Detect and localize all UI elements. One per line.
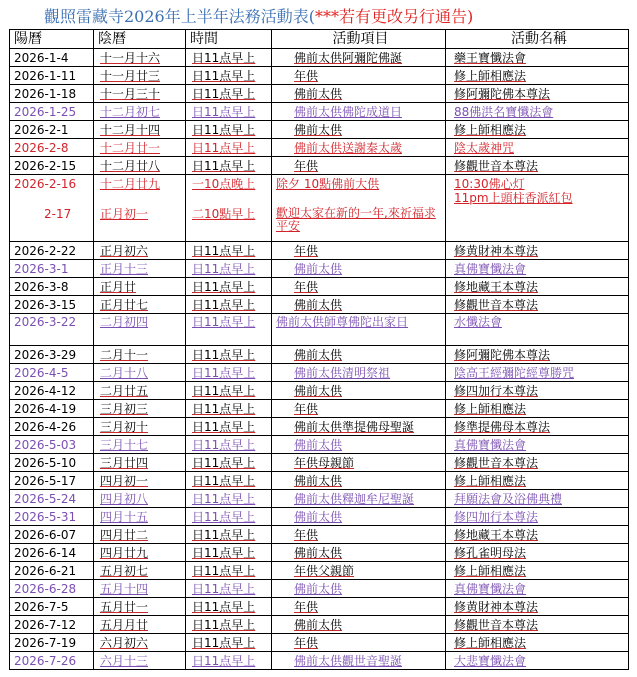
cell-date: 2026-4-19 — [10, 400, 94, 418]
cell-name: 修觀世音本尊法 — [446, 157, 629, 175]
cell-name: 水懺法會 — [446, 314, 629, 346]
cell-lunar: 十一月三十 — [94, 85, 186, 103]
cell-time: 日11点早上 — [186, 67, 272, 85]
cell-name: 修黄財神本尊法 — [446, 242, 629, 260]
cell-date: 2026-7-5 — [10, 598, 94, 616]
cell-date — [10, 175, 94, 242]
table-row — [10, 436, 629, 454]
cell-lunar: 正月十三 — [94, 260, 186, 278]
cell-time: 日11点早上 — [186, 598, 272, 616]
cell-lunar: 四月初八 — [94, 490, 186, 508]
cell-lunar: 三月初十 — [94, 418, 186, 436]
cell-name: 修上師相應法 — [446, 634, 629, 652]
cell-time: 日11点早上 — [186, 242, 272, 260]
cell-time-line2: 二10點早上 — [192, 207, 256, 221]
table-row — [10, 400, 629, 418]
cell-lunar — [94, 175, 186, 242]
cell-date: 2026-4-26 — [10, 418, 94, 436]
cell-event-line1: 除夕 10點佛前大供 — [276, 177, 380, 191]
cell-name: 陰高王經彌陀經尊勝咒 — [446, 364, 629, 382]
cell-date: 2026-4-5 — [10, 364, 94, 382]
cell-date: 2026-6-14 — [10, 544, 94, 562]
table-row — [10, 314, 629, 346]
cell-lunar: 六月十三 — [94, 652, 186, 670]
cell-name: 修觀世音本尊法 — [446, 296, 629, 314]
cell-lunar: 五月廿一 — [94, 598, 186, 616]
cell-name: 修觀世音本尊法 — [446, 616, 629, 634]
title-main: 觀照雷藏寺2026年上半年法務活動表( — [44, 7, 315, 26]
cell-event: 佛前太供佛陀成道日 — [272, 103, 446, 121]
cell-name: 修四加行本尊法 — [446, 382, 629, 400]
cell-time: 日11点早上 — [186, 544, 272, 562]
cell-time: 日11点早上 — [186, 314, 272, 346]
cell-event: 佛前太供清明祭祖 — [272, 364, 446, 382]
cell-lunar: 正月廿七 — [94, 296, 186, 314]
cell-lunar: 二月初四 — [94, 314, 186, 346]
cell-name: 修上師相應法 — [446, 472, 629, 490]
cell-event: 佛前太供阿彌陀佛誕 — [272, 49, 446, 67]
table-row — [10, 382, 629, 400]
cell-date: 2026-2-15 — [10, 157, 94, 175]
cell-time: 日11点早上 — [186, 454, 272, 472]
cell-time: 日11点早上 — [186, 278, 272, 296]
cell-lunar: 正月初六 — [94, 242, 186, 260]
cell-name: 修阿彌陀佛本尊法 — [446, 346, 629, 364]
cell-lunar: 四月廿二 — [94, 526, 186, 544]
cell-date: 2026-7-19 — [10, 634, 94, 652]
cell-name: 陰太歲神咒 — [446, 139, 629, 157]
cell-event: 佛前太供 — [272, 616, 446, 634]
cell-time-line1: 一10点晚上 — [192, 177, 256, 191]
cell-name: 藥王寶懺法會 — [446, 49, 629, 67]
cell-name: 修黄財神本尊法 — [446, 598, 629, 616]
title-note: ***若有更改另行通告) — [314, 7, 474, 26]
table-row — [10, 242, 629, 260]
table-row — [10, 260, 629, 278]
table-row — [10, 296, 629, 314]
cell-date: 2026-6-21 — [10, 562, 94, 580]
cell-date: 2026-4-12 — [10, 382, 94, 400]
cell-lunar: 五月月廿 — [94, 616, 186, 634]
cell-event: 佛前太供 — [272, 346, 446, 364]
cell-event: 佛前太供準提佛母聖誕 — [272, 418, 446, 436]
cell-event: 佛前太供 — [272, 85, 446, 103]
table-row — [10, 580, 629, 598]
cell-date: 2026-2-1 — [10, 121, 94, 139]
table-row — [10, 346, 629, 364]
cell-time: 日11点早上 — [186, 400, 272, 418]
cell-date: 2026-1-25 — [10, 103, 94, 121]
header-date: 陽曆 — [10, 30, 94, 49]
header-row — [10, 30, 629, 49]
table-row — [10, 85, 629, 103]
cell-name: 修孔雀明母法 — [446, 544, 629, 562]
cell-lunar: 四月十五 — [94, 508, 186, 526]
cell-event: 佛前太供 — [272, 296, 446, 314]
cell-event: 佛前太供 — [272, 436, 446, 454]
cell-lunar: 三月廿四 — [94, 454, 186, 472]
cell-event: 佛前太供 — [272, 544, 446, 562]
cell-event: 年供 — [272, 400, 446, 418]
cell-name: 修四加行本尊法 — [446, 508, 629, 526]
schedule-body — [10, 49, 629, 670]
table-row — [10, 67, 629, 85]
cell-date: 2026-1-11 — [10, 67, 94, 85]
cell-event: 年供 — [272, 526, 446, 544]
table-row — [10, 49, 629, 67]
cell-lunar: 四月初一 — [94, 472, 186, 490]
table-row — [10, 364, 629, 382]
cell-lunar: 六月初六 — [94, 634, 186, 652]
cell-time: 日11点早上 — [186, 260, 272, 278]
cell-time: 日11点早上 — [186, 103, 272, 121]
cell-date: 2026-6-07 — [10, 526, 94, 544]
cell-name: 真佛寶懺法會 — [446, 260, 629, 278]
cell-time: 日11点早上 — [186, 139, 272, 157]
cell-name: 修上師相應法 — [446, 562, 629, 580]
header-time: 時間 — [186, 30, 272, 49]
cell-event: 年供 — [272, 242, 446, 260]
cell-name: 修準提佛母本尊法 — [446, 418, 629, 436]
cell-time: 日11点早上 — [186, 490, 272, 508]
table-row — [10, 616, 629, 634]
cell-date: 2026-2-22 — [10, 242, 94, 260]
cell-name: 修上師相應法 — [446, 400, 629, 418]
cell-time: 日11点早上 — [186, 472, 272, 490]
cell-time: 日11点早上 — [186, 508, 272, 526]
cell-date: 2026-7-26 — [10, 652, 94, 670]
cell-time: 日11点早上 — [186, 580, 272, 598]
cell-date: 2026-6-28 — [10, 580, 94, 598]
cell-date-line2: 2-17 — [44, 207, 72, 221]
cell-name: 大悲寶懺法會 — [446, 652, 629, 670]
table-row — [10, 157, 629, 175]
cell-date: 2026-1-4 — [10, 49, 94, 67]
table-row — [10, 139, 629, 157]
cell-lunar: 二月十八 — [94, 364, 186, 382]
cell-date: 2026-5-10 — [10, 454, 94, 472]
cell-name: 真佛寶懺法會 — [446, 436, 629, 454]
cell-event: 年供 — [272, 157, 446, 175]
cell-name: 修地藏王本尊法 — [446, 526, 629, 544]
cell-time: 日11点早上 — [186, 85, 272, 103]
cell-event: 佛前太供 — [272, 472, 446, 490]
cell-event: 佛前太供 — [272, 508, 446, 526]
cell-event: 佛前太供 — [272, 121, 446, 139]
page-title — [44, 4, 473, 27]
cell-time: 日11点早上 — [186, 652, 272, 670]
cell-event: 佛前太供 — [272, 382, 446, 400]
cell-name: 真佛寶懺法會 — [446, 580, 629, 598]
cell-time: 日11点早上 — [186, 562, 272, 580]
cell-date: 2026-5-17 — [10, 472, 94, 490]
cell-time: 日11点早上 — [186, 364, 272, 382]
cell-time: 日11点早上 — [186, 157, 272, 175]
cell-lunar: 三月十七 — [94, 436, 186, 454]
cell-date: 2026-3-22 — [10, 314, 94, 346]
cell-name: 拜願法會及浴佛典禮 — [446, 490, 629, 508]
cell-event: 佛前太供釋迦牟尼聖誕 — [272, 490, 446, 508]
cell-date: 2026-3-15 — [10, 296, 94, 314]
cell-lunar: 五月十四 — [94, 580, 186, 598]
cell-date: 2026-5-31 — [10, 508, 94, 526]
cell-date: 2026-3-8 — [10, 278, 94, 296]
cell-lunar: 十一月十六 — [94, 49, 186, 67]
cell-event: 佛前太供 — [272, 580, 446, 598]
table-row — [10, 278, 629, 296]
cell-lunar: 二月廿五 — [94, 382, 186, 400]
cell-name: 修觀世音本尊法 — [446, 454, 629, 472]
cell-name: 修地藏王本尊法 — [446, 278, 629, 296]
cell-time: 日11点早上 — [186, 296, 272, 314]
cell-event: 佛前太供送謝秦太歲 — [272, 139, 446, 157]
cell-name-line1: 10:30佛心灯 — [454, 177, 525, 191]
cell-date: 2026-3-29 — [10, 346, 94, 364]
table-row — [10, 175, 629, 242]
cell-date: 2026-5-24 — [10, 490, 94, 508]
cell-name: 修上師相應法 — [446, 121, 629, 139]
cell-lunar-line1: 十二月廿九 — [100, 177, 161, 191]
cell-time: 日11点早上 — [186, 526, 272, 544]
cell-event: 佛前太供師尊佛陀出家日 — [272, 314, 446, 346]
cell-time: 日11点早上 — [186, 346, 272, 364]
cell-event-line2: 歡迎太家在新的一年,來祈福求平安 — [276, 206, 436, 233]
cell-time: 日11点早上 — [186, 634, 272, 652]
table-row — [10, 121, 629, 139]
table-row — [10, 562, 629, 580]
cell-date: 2026-7-12 — [10, 616, 94, 634]
cell-event: 年供 — [272, 278, 446, 296]
cell-lunar: 正月廿 — [94, 278, 186, 296]
table-row — [10, 652, 629, 670]
table-row — [10, 544, 629, 562]
cell-lunar: 三月初三 — [94, 400, 186, 418]
cell-time: 日11点早上 — [186, 49, 272, 67]
cell-name-line2: 11pm上頭柱香派紅包 — [454, 191, 573, 205]
header-event: 活動項目 — [272, 30, 446, 49]
cell-time: 日11点早上 — [186, 418, 272, 436]
cell-time: 日11点早上 — [186, 121, 272, 139]
table-row — [10, 598, 629, 616]
cell-lunar-line2: 正月初一 — [100, 207, 149, 221]
cell-lunar: 四月廿九 — [94, 544, 186, 562]
cell-time — [186, 175, 272, 242]
cell-event: 佛前太供 — [272, 260, 446, 278]
table-row — [10, 454, 629, 472]
cell-event: 佛前太供觀世音聖誕 — [272, 652, 446, 670]
cell-time: 日11点早上 — [186, 382, 272, 400]
cell-event — [272, 175, 446, 242]
cell-lunar: 十二月廿八 — [94, 157, 186, 175]
cell-event: 年供 — [272, 598, 446, 616]
cell-date: 2026-1-18 — [10, 85, 94, 103]
cell-event: 年供父親節 — [272, 562, 446, 580]
cell-lunar: 十一月廿三 — [94, 67, 186, 85]
cell-lunar: 十二月十四 — [94, 121, 186, 139]
cell-event: 年供 — [272, 67, 446, 85]
schedule-table — [9, 29, 629, 670]
cell-lunar: 十二月初七 — [94, 103, 186, 121]
cell-time: 日11点早上 — [186, 616, 272, 634]
cell-event: 年供 — [272, 634, 446, 652]
cell-date: 2026-2-8 — [10, 139, 94, 157]
cell-name: 88佛洪名寶懺法會 — [446, 103, 629, 121]
cell-event: 年供母親節 — [272, 454, 446, 472]
header-lunar: 陰曆 — [94, 30, 186, 49]
cell-lunar: 二月十一 — [94, 346, 186, 364]
cell-name — [446, 175, 629, 242]
header-name: 活動名稱 — [446, 30, 629, 49]
table-row — [10, 634, 629, 652]
cell-name: 修上師相應法 — [446, 67, 629, 85]
cell-time: 日11点早上 — [186, 436, 272, 454]
cell-lunar: 十二月廿一 — [94, 139, 186, 157]
table-row — [10, 526, 629, 544]
table-row — [10, 472, 629, 490]
cell-name: 修阿彌陀佛本尊法 — [446, 85, 629, 103]
cell-date: 2026-5-03 — [10, 436, 94, 454]
cell-date: 2026-3-1 — [10, 260, 94, 278]
table-row — [10, 490, 629, 508]
cell-lunar: 五月初七 — [94, 562, 186, 580]
cell-date-line1: 2026-2-16 — [14, 177, 77, 191]
table-row — [10, 103, 629, 121]
table-row — [10, 418, 629, 436]
table-row — [10, 508, 629, 526]
